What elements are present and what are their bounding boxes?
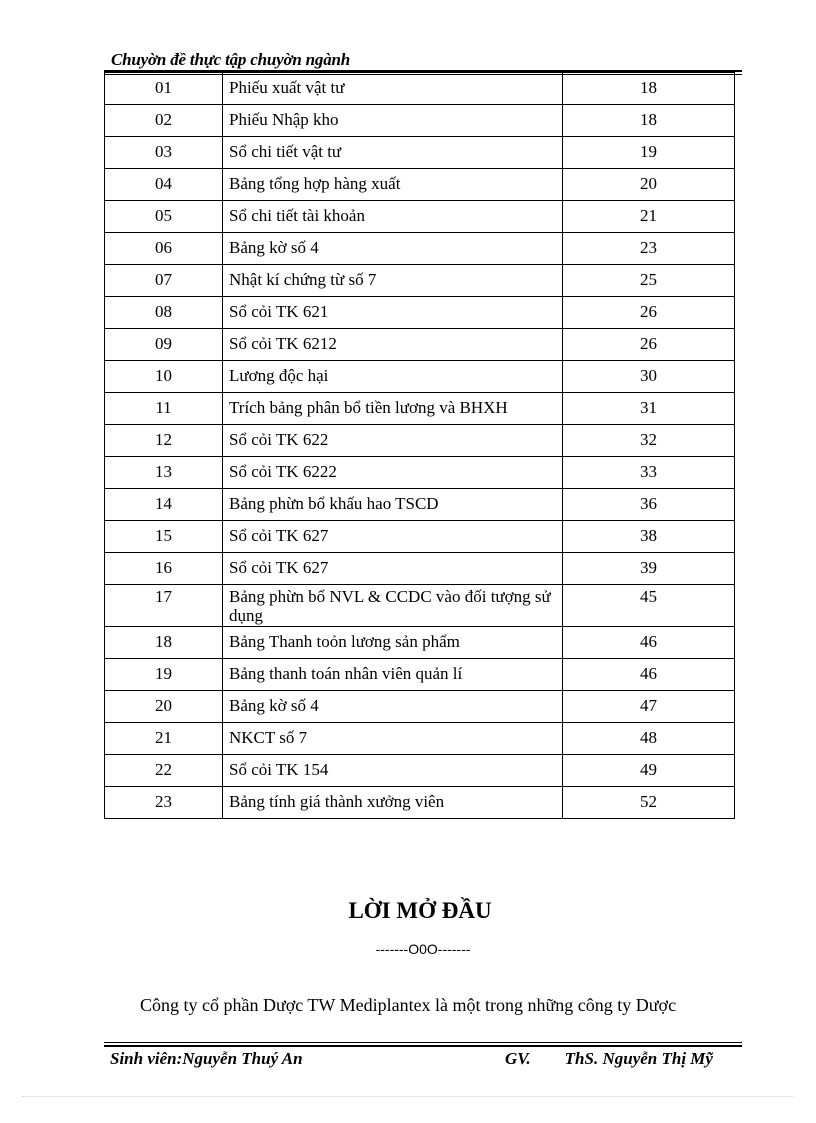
row-number: 01 (105, 73, 223, 105)
row-title: Sổ cỏi TK 621 (223, 297, 563, 329)
row-title: Bảng tổng hợp hàng xuất (223, 169, 563, 201)
row-page: 25 (563, 265, 735, 297)
row-title: Bảng phừn bổ NVL & CCDC vào đối tượng sử dụng (223, 585, 563, 627)
row-title: Bảng phừn bổ khấu hao TSCD (223, 489, 563, 521)
row-number: 13 (105, 457, 223, 489)
footer-teacher: GV. ThS. Nguyễn Thị Mỹ (505, 1049, 713, 1068)
table-row (105, 201, 735, 233)
footer-rule-thin (104, 1042, 742, 1043)
row-page: 30 (563, 361, 735, 393)
table-row (105, 169, 735, 201)
row-title: Phiếu xuất vật tư (223, 73, 563, 105)
row-page: 49 (563, 755, 735, 787)
row-page: 19 (563, 137, 735, 169)
row-page: 36 (563, 489, 735, 521)
table-row (105, 585, 735, 627)
row-title: Bảng thanh toán nhân viên quản lí (223, 659, 563, 691)
row-number: 03 (105, 137, 223, 169)
footer-rule (104, 1045, 742, 1047)
row-number: 10 (105, 361, 223, 393)
table-row (105, 297, 735, 329)
table-row (105, 73, 735, 105)
row-page: 21 (563, 201, 735, 233)
row-number: 23 (105, 787, 223, 819)
row-number: 21 (105, 723, 223, 755)
row-title: Sổ cỏi TK 627 (223, 553, 563, 585)
row-page: 20 (563, 169, 735, 201)
row-number: 19 (105, 659, 223, 691)
row-title: Bảng kờ số 4 (223, 691, 563, 723)
row-number: 15 (105, 521, 223, 553)
row-title: Phiếu Nhập kho (223, 105, 563, 137)
row-title: Sổ cỏi TK 154 (223, 755, 563, 787)
row-number: 14 (105, 489, 223, 521)
table-row (105, 393, 735, 425)
footer-student: Sinh viên:Nguyễn Thuý An (110, 1049, 303, 1068)
row-page: 26 (563, 297, 735, 329)
row-number: 16 (105, 553, 223, 585)
row-number: 17 (105, 585, 223, 627)
row-number: 05 (105, 201, 223, 233)
table-row (105, 691, 735, 723)
table-row (105, 787, 735, 819)
table-row (105, 553, 735, 585)
row-number: 07 (105, 265, 223, 297)
row-page: 33 (563, 457, 735, 489)
table-row (105, 457, 735, 489)
row-page: 39 (563, 553, 735, 585)
page-bottom-border (22, 1096, 794, 1097)
table-row (105, 265, 735, 297)
row-title: Sổ cỏi TK 627 (223, 521, 563, 553)
table-row (105, 329, 735, 361)
row-page: 31 (563, 393, 735, 425)
section-heading: LỜI MỞ ĐẦU (348, 898, 492, 923)
row-page: 18 (563, 105, 735, 137)
row-title: Sổ cỏi TK 622 (223, 425, 563, 457)
row-number: 11 (105, 393, 223, 425)
row-number: 18 (105, 627, 223, 659)
row-title: Sổ cỏi TK 6212 (223, 329, 563, 361)
row-title: Nhật kí chứng từ số 7 (223, 265, 563, 297)
table-row (105, 489, 735, 521)
table-row (105, 137, 735, 169)
row-page: 26 (563, 329, 735, 361)
table-row (105, 723, 735, 755)
intro-paragraph: Công ty cổ phần Dược TW Mediplantex là một trong những công ty Dược (140, 995, 677, 1015)
row-title: Sổ chi tiết tài khoản (223, 201, 563, 233)
table-row (105, 521, 735, 553)
row-number: 08 (105, 297, 223, 329)
row-title: Lương độc hại (223, 361, 563, 393)
row-title: Trích bảng phân bổ tiền lương và BHXH (223, 393, 563, 425)
row-title: Bảng Thanh toỏn lương sản phẩm (223, 627, 563, 659)
table-of-contents (104, 72, 735, 819)
row-page: 23 (563, 233, 735, 265)
row-page: 46 (563, 627, 735, 659)
row-number: 20 (105, 691, 223, 723)
table-row (105, 425, 735, 457)
row-number: 09 (105, 329, 223, 361)
row-number: 06 (105, 233, 223, 265)
row-page: 18 (563, 73, 735, 105)
row-page: 38 (563, 521, 735, 553)
page-header-title: Chuyờn đề thực tập chuyờn ngành (111, 50, 351, 69)
row-number: 22 (105, 755, 223, 787)
row-page: 47 (563, 691, 735, 723)
row-page: 52 (563, 787, 735, 819)
table-row (105, 233, 735, 265)
row-number: 12 (105, 425, 223, 457)
table-row (105, 755, 735, 787)
row-title: Sổ cỏi TK 6222 (223, 457, 563, 489)
table-row (105, 361, 735, 393)
row-page: 48 (563, 723, 735, 755)
row-page: 45 (563, 585, 735, 627)
row-title: Bảng kờ số 4 (223, 233, 563, 265)
table-row (105, 659, 735, 691)
row-page: 32 (563, 425, 735, 457)
table-row (105, 627, 735, 659)
row-title: Sổ chi tiết vật tư (223, 137, 563, 169)
row-number: 02 (105, 105, 223, 137)
row-page: 46 (563, 659, 735, 691)
table-row (105, 105, 735, 137)
row-title: NKCT số 7 (223, 723, 563, 755)
ornament-divider: -------O0O------- (375, 941, 471, 957)
row-number: 04 (105, 169, 223, 201)
row-title: Bảng tính giá thành xưởng viên (223, 787, 563, 819)
